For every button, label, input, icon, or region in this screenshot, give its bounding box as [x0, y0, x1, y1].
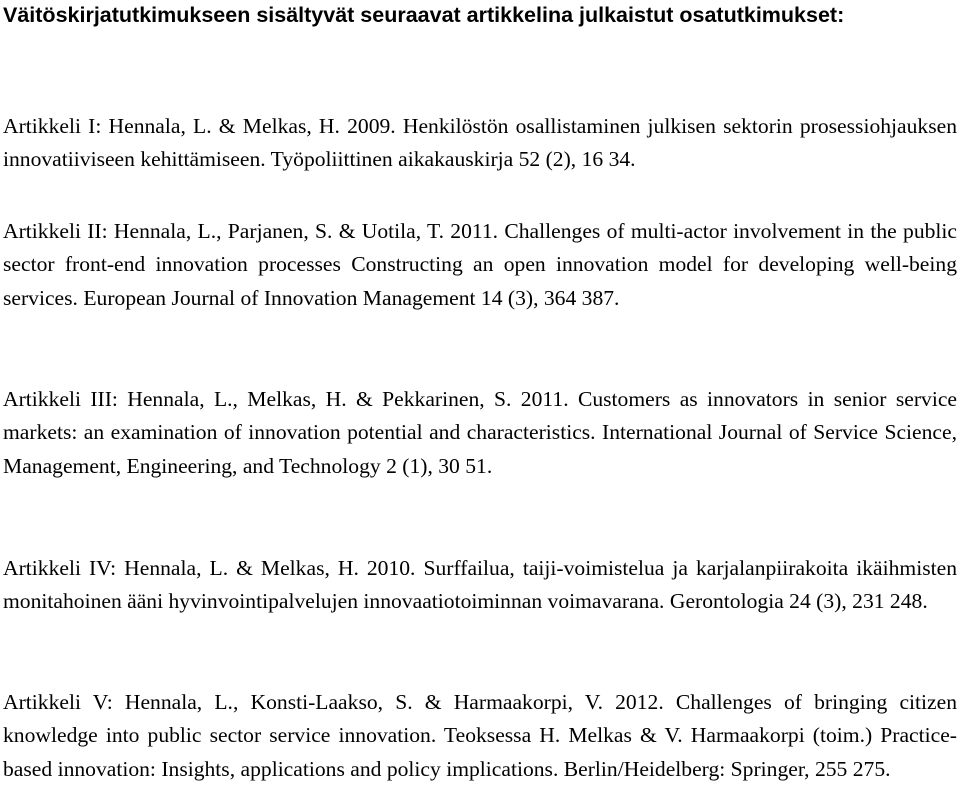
- article-reference-5: Artikkeli V: Hennala, L., Konsti-Laakso, S. & Harmaakorpi, V. 2012. Challenges of bringing citizen knowledge into public sector service innovation. Teoksessa H. Melkas & V. Harmaakorpi (toim.) Practice-based innovation: Insights, applications and policy implications. Berlin/Heidelberg: Springer, 255 275.: [3, 689, 957, 781]
- article-reference-1: Artikkeli I: Hennala, L. & Melkas, H. 2009. Henkilöstön osallistaminen julkisen sektorin prosessiohjauksen innovatiiviseen kehittämiseen. Työpoliittinen aikakauskirja 52 (2), 16 34.: [3, 113, 957, 172]
- page-heading: Väitöskirjatutkimukseen sisältyvät seuraavat artikkelina julkaistut osatutkimukset:: [3, 3, 845, 27]
- article-reference-2: Artikkeli II: Hennala, L., Parjanen, S. & Uotila, T. 2011. Challenges of multi-actor involvement in the public sector front-end innovation processes Constructing an open innovation model for developing well-being services. European Journal of Innovation Management 14 (3), 364 387.: [3, 218, 957, 310]
- article-reference-3: Artikkeli III: Hennala, L., Melkas, H. & Pekkarinen, S. 2011. Customers as innovators in senior service markets: an examination of innovation potential and characteristics. International Journal of Service Science, Management, Engineering, and Technology 2 (1), 30 51.: [3, 386, 957, 478]
- article-reference-4: Artikkeli IV: Hennala, L. & Melkas, H. 2010. Surffailua, taiji-voimistelua ja karjalanpiirakoita ikäihmisten monitahoinen ääni hyvinvointipalvelujen innovaatiotoiminnan voimavarana. Gerontologia 24 (3), 231 248.: [3, 555, 957, 614]
